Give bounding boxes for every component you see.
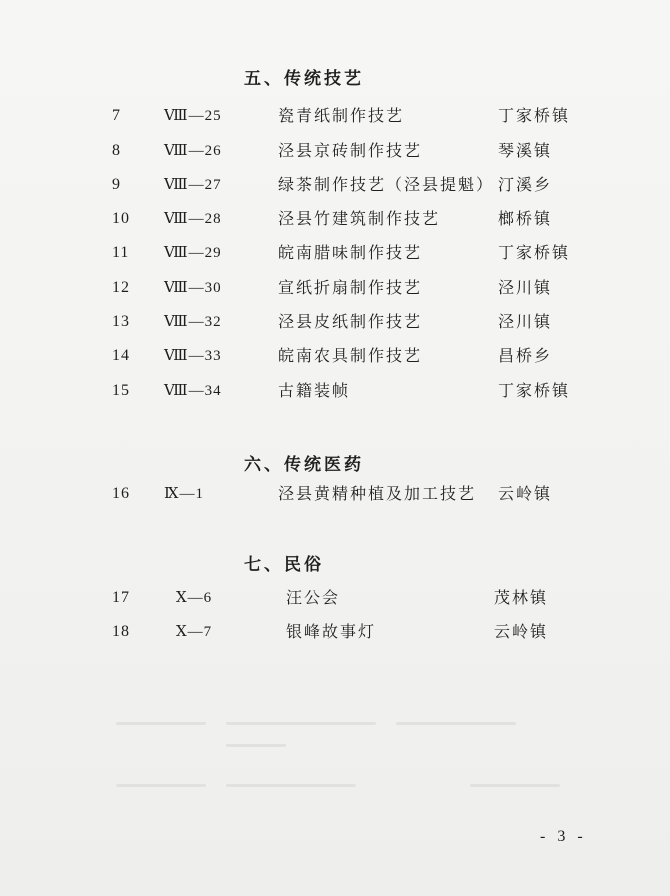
item-code: Ⅷ—25 <box>164 108 222 124</box>
item-number: 12 <box>112 279 130 296</box>
table-row <box>0 620 670 644</box>
table-row <box>0 310 670 334</box>
item-code: Ⅷ—34 <box>164 383 222 399</box>
show-through-mark <box>116 784 206 787</box>
show-through-mark <box>396 722 516 725</box>
item-number: 9 <box>112 176 121 193</box>
item-name: 绿茶制作技艺（泾县提魁） <box>278 175 495 194</box>
page-number: - 3 - <box>540 828 587 845</box>
item-code: Ⅹ—6 <box>176 590 213 606</box>
show-through-mark <box>470 784 560 787</box>
item-place: 汀溪乡 <box>498 175 553 194</box>
item-place: 泾川镇 <box>498 312 553 331</box>
item-number: 10 <box>112 210 130 227</box>
item-place: 榔桥镇 <box>498 209 553 228</box>
item-number: 11 <box>112 244 130 261</box>
item-code: Ⅹ—7 <box>176 624 213 640</box>
show-through-mark <box>226 784 356 787</box>
section-heading-traditional-medicine: 六、传统医药 <box>244 455 364 475</box>
item-place: 丁家桥镇 <box>498 106 571 125</box>
item-code: Ⅷ—29 <box>164 245 222 261</box>
item-number: 16 <box>112 485 130 502</box>
item-place: 云岭镇 <box>498 484 553 503</box>
table-row <box>0 241 670 265</box>
item-place: 丁家桥镇 <box>498 381 571 400</box>
item-name: 泾县黄精种植及加工技艺 <box>278 484 477 503</box>
item-place: 琴溪镇 <box>498 141 553 160</box>
section-heading-traditional-crafts: 五、传统技艺 <box>244 69 364 89</box>
table-row <box>0 379 670 403</box>
section-heading-folk-customs: 七、民俗 <box>244 555 324 575</box>
item-place: 云岭镇 <box>494 622 549 641</box>
item-code: Ⅷ—30 <box>164 280 222 296</box>
show-through-mark <box>226 722 376 725</box>
item-name: 泾县皮纸制作技艺 <box>278 312 423 331</box>
item-name: 皖南农具制作技艺 <box>278 346 423 365</box>
show-through-mark <box>226 744 286 747</box>
item-code: Ⅷ—32 <box>164 314 222 330</box>
table-row <box>0 207 670 231</box>
item-number: 8 <box>112 142 121 159</box>
item-name: 皖南腊味制作技艺 <box>278 243 423 262</box>
item-code: Ⅷ—33 <box>164 348 222 364</box>
show-through-mark <box>116 722 206 725</box>
item-name: 汪公会 <box>286 588 341 607</box>
item-code: Ⅷ—27 <box>164 177 222 193</box>
table-row <box>0 586 670 610</box>
item-name: 宣纸折扇制作技艺 <box>278 278 423 297</box>
item-name: 泾县京砖制作技艺 <box>278 141 423 160</box>
item-name: 泾县竹建筑制作技艺 <box>278 209 441 228</box>
table-row <box>0 173 670 197</box>
item-name: 银峰故事灯 <box>286 622 377 641</box>
table-row <box>0 139 670 163</box>
item-code: Ⅸ—1 <box>164 486 204 502</box>
item-place: 昌桥乡 <box>498 346 553 365</box>
item-code: Ⅷ—28 <box>164 211 222 227</box>
item-number: 17 <box>112 589 130 606</box>
item-number: 7 <box>112 107 121 124</box>
table-row <box>0 482 670 506</box>
item-number: 18 <box>112 623 130 640</box>
item-place: 丁家桥镇 <box>498 243 571 262</box>
table-row <box>0 344 670 368</box>
item-name: 古籍装帧 <box>278 381 351 400</box>
item-number: 15 <box>112 382 130 399</box>
item-code: Ⅷ—26 <box>164 143 222 159</box>
item-number: 13 <box>112 313 130 330</box>
table-row <box>0 104 670 128</box>
item-place: 泾川镇 <box>498 278 553 297</box>
item-number: 14 <box>112 347 130 364</box>
item-place: 茂林镇 <box>494 588 549 607</box>
table-row <box>0 276 670 300</box>
item-name: 瓷青纸制作技艺 <box>278 106 405 125</box>
